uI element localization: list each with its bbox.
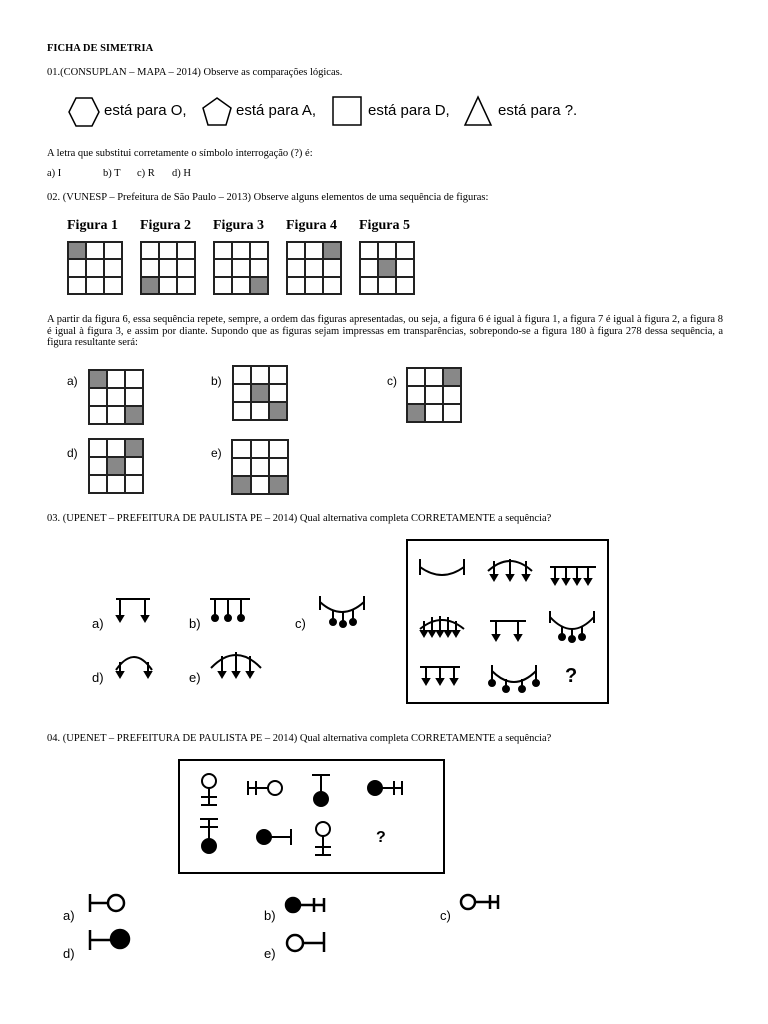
figure-5-grid bbox=[359, 241, 415, 295]
q4-missing-mark: ? bbox=[376, 829, 386, 846]
figure-1-label: Figura 1 bbox=[67, 218, 118, 233]
question-1-header: 01.(CONSUPLAN – MAPA – 2014) Observe as comparações lógicas. bbox=[47, 67, 343, 78]
q4-options-drawing bbox=[84, 888, 514, 968]
q3-sequence-box bbox=[406, 539, 609, 704]
q1-comparisons bbox=[66, 94, 586, 130]
q1-pair-2: está para A, bbox=[236, 102, 317, 119]
q2-option-e-grid[interactable] bbox=[231, 439, 289, 495]
q1-option-b[interactable]: b) T bbox=[103, 168, 121, 179]
figure-2-label: Figura 2 bbox=[140, 218, 191, 233]
q2-option-a-label[interactable]: a) bbox=[67, 374, 78, 388]
figure-4-grid bbox=[286, 241, 342, 295]
q3-missing-mark: ? bbox=[565, 665, 578, 687]
q2-option-d-label[interactable]: d) bbox=[67, 446, 78, 460]
q1-option-d[interactable]: d) H bbox=[172, 168, 191, 179]
question-2-paragraph: A partir da figura 6, essa sequência repete, sempre, a ordem das figuras apresentadas, ou seja, a figura 6 é igual à figura 1, a figura 7 é igual à figura 2, a figura 8 é igual à figura 3, e assim por diante. Supondo que as figuras sejam impressas em transparências, sobrepondo-se a figura 180 à figura 278 dessa sequência, a figura resultante será: bbox=[47, 314, 723, 348]
figure-5-label: Figura 5 bbox=[359, 218, 410, 233]
figure-2-grid bbox=[140, 241, 196, 295]
q2-option-c-label[interactable]: c) bbox=[387, 374, 397, 388]
q1-pair-4: está para ?. bbox=[498, 102, 578, 119]
q1-option-a[interactable]: a) I bbox=[47, 168, 62, 179]
q2-option-b-label[interactable]: b) bbox=[211, 374, 222, 388]
question-3-header: 03. (UPENET – PREFEITURA DE PAULISTA PE – 2014) Qual alternativa completa CORRETAMENTE a sequência? bbox=[47, 513, 552, 524]
q4-sequence-box bbox=[178, 759, 445, 874]
q4-option-e-label[interactable]: e) bbox=[264, 946, 276, 961]
q2-option-d-grid[interactable] bbox=[88, 438, 144, 494]
q4-option-b-label[interactable]: b) bbox=[264, 908, 276, 923]
q3-option-b-label[interactable]: b) bbox=[189, 616, 201, 631]
page-title: FICHA DE SIMETRIA bbox=[47, 43, 154, 54]
q4-option-a-label[interactable]: a) bbox=[63, 908, 75, 923]
square-icon bbox=[332, 96, 362, 126]
pentagon-icon bbox=[202, 97, 232, 126]
q4-option-d-label[interactable]: d) bbox=[63, 946, 75, 961]
q3-option-c-label[interactable]: c) bbox=[295, 616, 306, 631]
q2-option-b-grid[interactable] bbox=[232, 365, 288, 421]
figure-3-label: Figura 3 bbox=[213, 218, 264, 233]
q2-option-a-grid[interactable] bbox=[88, 369, 144, 425]
q4-option-c-label[interactable]: c) bbox=[440, 908, 451, 923]
figure-3-grid bbox=[213, 241, 269, 295]
question-4-header: 04. (UPENET – PREFEITURA DE PAULISTA PE – 2014) Qual alternativa completa CORRETAMENTE a sequência? bbox=[47, 733, 552, 744]
q2-option-e-label[interactable]: e) bbox=[211, 446, 222, 460]
figure-4-label: Figura 4 bbox=[286, 218, 337, 233]
q1-option-c[interactable]: c) R bbox=[137, 168, 155, 179]
q3-options-drawing bbox=[88, 590, 378, 690]
q1-pair-1: está para O, bbox=[104, 102, 187, 119]
triangle-icon bbox=[464, 96, 492, 126]
q1-pair-3: está para D, bbox=[368, 102, 450, 119]
hexagon-icon bbox=[68, 97, 100, 127]
q2-option-c-grid[interactable] bbox=[406, 367, 462, 423]
question-1-prompt: A letra que substitui corretamente o símbolo interrogação (?) é: bbox=[47, 148, 313, 159]
question-2-header: 02. (VUNESP – Prefeitura de São Paulo – 2013) Observe alguns elementos de uma sequência de figuras: bbox=[47, 192, 489, 203]
q4-sequence-drawing bbox=[180, 761, 443, 872]
q3-option-e-label[interactable]: e) bbox=[189, 670, 201, 685]
q3-option-d-label[interactable]: d) bbox=[92, 670, 104, 685]
q3-option-a-label[interactable]: a) bbox=[92, 616, 104, 631]
figure-1-grid bbox=[67, 241, 123, 295]
